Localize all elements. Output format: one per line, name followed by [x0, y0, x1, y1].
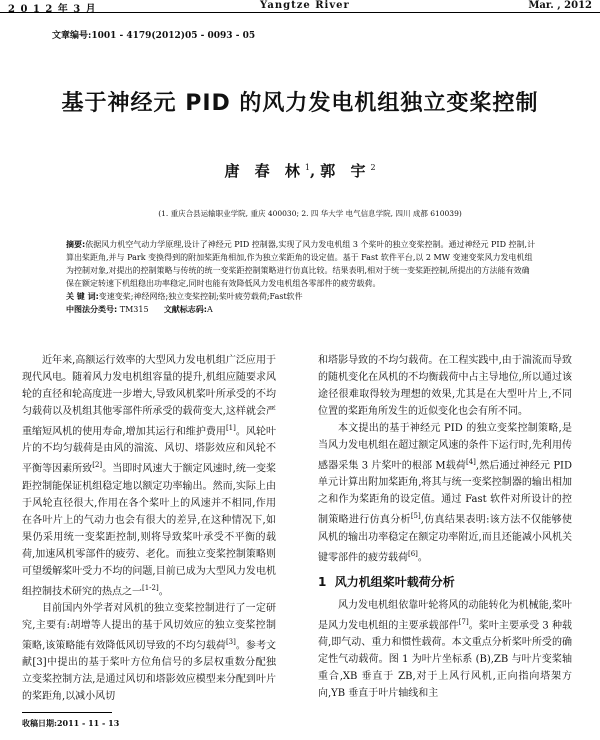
author-sup: 2: [370, 163, 376, 172]
header-date-en: Mar. , 2012: [528, 0, 592, 11]
abstract: [66, 238, 536, 290]
citation: [5]: [410, 512, 421, 521]
citation: [3]: [225, 637, 236, 646]
clc-label: 中图法分类号:: [66, 305, 118, 314]
para-text: 风力发电机组依靠叶轮将风的动能转化为机械能,桨叶是风力发电机组的主要承载部件: [318, 599, 572, 632]
body-column-left: [22, 352, 276, 705]
para-text: 目前国内外学者对风机的独立变桨控制进行了一定研究,主要有:胡增等人提出的基于风切效应的独立变桨控制策略,该策略能有效降低风切导致的不均匀载荷: [22, 602, 276, 652]
body-paragraph: [318, 597, 572, 702]
body-column-right: [318, 352, 572, 702]
body-paragraph: [22, 600, 276, 705]
footnote-rule: [22, 712, 112, 713]
running-header: [0, 0, 600, 15]
citation: [6]: [408, 549, 418, 558]
para-text: 通过 Fast 软件对所设计的控制策略进行仿真分析: [318, 494, 573, 526]
author-line: [0, 160, 600, 181]
para-text: ,仿真结果表明:该方法不仅能够使风机的输出功率稳定在额定功率附近,而且还能减小风机关键零部件的疲劳载荷: [318, 514, 572, 563]
keywords-text: 变速变桨;神经网络;独立变桨控制;桨叶疲劳载荷;Fast软件: [98, 292, 303, 301]
body-paragraph: 和塔影导致的不均匀载荷。在工程实践中,由于湍流而导致的随机变化在风机的不均衡载荷中占主导地位,所以通过该途径很难取得较为理想的效果,尤其是在大型叶片上,不同位置的桨距角所发生的近似变化也会有所不同。: [318, 355, 572, 417]
citation: [2]: [92, 461, 103, 470]
author-sup: 1: [304, 163, 310, 172]
header-rule: [0, 12, 600, 13]
abstract-text: 依据风力机空气动力学原理,设计了神经元 PID 控制器,实现了风力发电机组 3 个桨叶的独立变桨控制。通过神经元 PID 控制,计算出桨距角,并与 Park 变换得到的附加桨距角相加,作为独立桨距角的设定值。基于 Fast 软件平台,以 2 MW 变速变桨风力发电机组为控制对象,对提出的控制策略与传统的统一变桨距控制策略进行仿真比较。结果表明,相对于统一变桨距控制,所提出的方法能有效确保在额定转速下机组稳出功率稳定,同时也能有效降低风力发电机组各零部件的疲劳载荷。: [66, 240, 536, 288]
paper-title: 基于神经元 PID 的风力发电机组独立变桨控制: [61, 91, 539, 116]
para-text: 近年来,高额运行效率的大型风力发电机组广泛应用于现代风电。随着风力发电机组容量的提升,机组应随要求风轮的直径和轮高度进一步增大,导致风机桨叶所承受的不均匀载荷以及机组其他零部件所承受的载荷变大,这样就会严重缩短风机的使用寿命,增加其运行和维护费用: [22, 355, 276, 438]
abstract-block: [66, 238, 536, 316]
section-title: 风力机组桨叶载荷分析: [334, 574, 455, 589]
classification: [66, 303, 536, 316]
doc-code-label: 文献标志码:: [163, 305, 208, 314]
article-number: 文章编号:1001 - 4179(2012)05 - 0093 - 05: [52, 31, 256, 41]
citation: [1]: [225, 424, 236, 432]
received-date: 收稿日期:2011 - 11 - 13: [22, 718, 120, 728]
abstract-label: 摘要:: [66, 240, 86, 249]
para-text: 。风轮叶片的不均匀载荷是由风的湍流、风切、塔影效应和风轮不平衡等因素所致: [22, 426, 277, 475]
para-text: 载荷: [445, 460, 466, 472]
para-text: 。参考文献[3]中提出的基于桨叶方位角信号的多层权重数分配独立变桨控制方法,是通过风切和塔影效应模型来分配到叶片的桨距角,以减小风切: [22, 640, 277, 703]
keywords-label: 关 键 词:: [66, 292, 99, 301]
clc-value: TM315: [119, 305, 149, 314]
author-name: 郭 宇: [320, 162, 371, 180]
header-journal: Yangtze River: [260, 0, 350, 11]
para-text: 。当即时风速大于额定风速时,统一变桨距控制能保证机组稳定地以额定功率输出。然而,实际上由于风轮直径很大,作用在各个桨叶上的风速并不相同,作用在各叶片上的气动力也会有很大的差异,在这种情况下,如果仍采用统一变桨距控制,则将导致桨叶承受不平衡的载荷,加速风机零部件的疲劳、老化。而独立变桨控制策略则可望缓解桨叶受力不均的问题,目前已成为大型风力发电机组控制技术研究的热点之一: [22, 463, 276, 597]
para-text: 。桨叶主要承受 3 种载荷,即气动、重力和惯性载荷。本文重点分析桨叶所受的确定性气动载荷。图 1 为叶片坐标系 (B),ZB 与叶片变桨轴重合,XB 垂直于 ZB,对于上风行风机,正向指向塔架方向,YB 垂直于叶片轴线和主: [318, 620, 572, 700]
author-name: 唐 春 林: [224, 162, 305, 180]
citation: [7]: [458, 617, 469, 626]
body-paragraph: 近年来,高额运行效率的大型风力发电机组广泛应用于现代风电。随着风力发电机组容量的提升,机组应随要求风轮的直径和轮高度进一步增大,导致风机桨叶所承受的不均匀载荷以及机组其他零部件所承受的载荷变大,这样就会严重缩短风机的使用寿命,增加其运行和维护费用[1]。风轮叶片的不均匀载荷是由风的湍流、风切、塔影效应和风轮不平衡等因素所致[2]。当即时风速大于额定风速时,统一变桨距控制能保证机组稳定地以额定功率输出。然而,实际上由于风轮直径很大,作用在各个桨叶上的风速并不相同,作用在各叶片上的气动力也会有很大的差异,在这种情况下,如果仍采用统一变桨距控制,则将导致桨叶承受不平衡的载荷,加速风机零部件的疲劳、老化。而独立变桨控制策略则可望缓解桨叶受力不均的问题,目前已成为大型风力发电机组控制技术研究的热点之一[1-2]。: [22, 355, 277, 597]
keywords: [66, 290, 536, 303]
para-text: 本文提出的基于神经元 PID 的独立变桨控制策略,是当风力发电机组在超过额定风速的条件下运行时,先利用传感器采集 3 片桨叶的根部 M: [318, 423, 572, 472]
author-separator: ,: [309, 162, 321, 180]
body-paragraph: 本文提出的基于神经元 PID 的独立变桨控制策略,是当风力发电机组在超过额定风速的条件下运行时,先利用传感器采集 3 片桨叶的根部 M载荷[4],然后通过神经元 PID 单元计算出附加桨距角,将其与统一变桨控制器的输出相加之和作为桨距角的设定值。通过 Fast 软件对所设计的控制策略进行仿真分析[5],仿真结果表明:该方法不仅能够使风机的输出功率稳定在额定功率附近,而且还能减小风机关键零部件的疲劳载荷[6]。: [318, 423, 573, 563]
citation: [1-2]: [142, 583, 159, 592]
header-date-cn: 2 0 1 2 年 3 月: [8, 4, 97, 15]
doc-code-value: A: [207, 305, 213, 314]
section-number: 1: [318, 574, 327, 589]
citation: [4]: [466, 458, 476, 466]
affiliation: (1. 重庆合县运输职业学院, 重庆 400030; 2. 四 华大学 电气信息学院, 四川 成都 610039): [158, 209, 462, 218]
section-heading: [318, 574, 572, 591]
para-text: ,然后通过神经元 PID 单元计算出附加桨距角,将其与统一变桨控制器的输出相加之和作为桨距角的设定值。: [318, 460, 573, 506]
